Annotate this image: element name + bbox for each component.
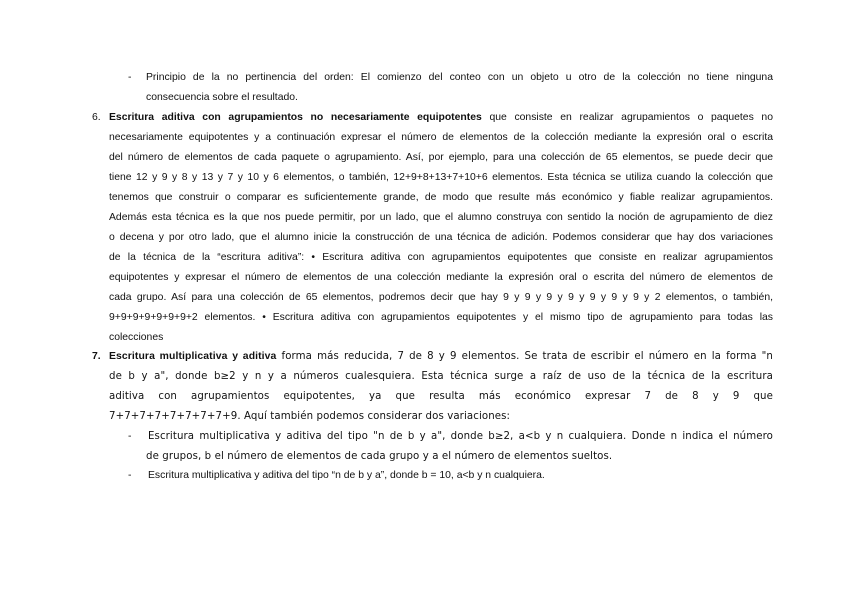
bullet-dash: - bbox=[128, 431, 132, 442]
paragraph-text: que consiste en realizar agrupamientos o paquetes no bbox=[481, 112, 773, 123]
paragraph-line: Escritura multiplicativa y aditiva del tipo “n de b y a”, donde b = 10, a<b y n cualquiera. bbox=[148, 470, 545, 481]
paragraph-line: del número de elementos de cada paquete o agrupamiento. Así, por ejemplo, para una colección de 65 elementos, se puede decir que bbox=[109, 152, 773, 163]
paragraph-line: aditiva con agrupamientos equipotentes, ya que resulta más económico expresar 7 de 8 y 9 que bbox=[109, 391, 773, 402]
paragraph-line: 9+9+9+9+9+9+9+2 elementos. • Escritura aditiva con agrupamientos equipotentes y el mismo tipo de agrupamiento para todas las bbox=[109, 312, 773, 323]
list-item-heading-line bbox=[109, 111, 773, 125]
list-number: 6. bbox=[92, 112, 101, 123]
paragraph-line: o decena y por otro lado, que el alumno inicie la construcción de una técnica de adición. Podemos considerar que hay dos variaciones bbox=[109, 232, 773, 243]
list-number: 7. bbox=[92, 351, 101, 362]
paragraph-line: de grupos, b el número de elementos de cada grupo y a el número de elementos sueltos. bbox=[146, 451, 613, 462]
paragraph-line: de la técnica de la “escritura aditiva”: • Escritura aditiva con agrupamientos equipotentes que consiste en realizar agrupamientos bbox=[109, 252, 773, 263]
paragraph-line: cada grupo. Así para una colección de 65 elementos, podremos decir que hay 9 y 9 y 9 y 9 y 9 y 9 y 9 y 2 elementos, o también, bbox=[109, 292, 773, 303]
paragraph-line: tiene 12 y 9 y 8 y 13 y 7 y 10 y 6 elementos, o también, 12+9+8+13+7+10+6 elementos. Esta técnica se utiliza cuando la colección que bbox=[109, 172, 773, 183]
paragraph-line: colecciones bbox=[109, 332, 164, 343]
paragraph-line: Además esta técnica es la que nos puede permitir, por un lado, que el alumno construya con sentido la noción de agrupamiento de diez bbox=[109, 212, 773, 223]
bullet-dash: - bbox=[128, 72, 132, 83]
paragraph-line: tenemos que construir o comparar es suficientemente grande, de modo que resulte más económico y fiable realizar agrupamientos. bbox=[109, 192, 773, 203]
paragraph-line: necesariamente equipotentes y a continuación expresar el número de elementos de la colección mediante la expresión oral o escrita bbox=[109, 132, 773, 143]
paragraph-line: consecuencia sobre el resultado. bbox=[146, 92, 298, 103]
paragraph-line: Escritura multiplicativa y aditiva del tipo "n de b y a", donde b≥2, a<b y n cualquiera. Donde n indica el número bbox=[148, 431, 773, 442]
list-item-heading-line bbox=[109, 350, 773, 364]
paragraph-line: Principio de la no pertinencia del orden: El comienzo del conteo con un objeto u otro de la colección no tiene ninguna bbox=[146, 72, 773, 83]
paragraph-line: equipotentes y expresar el número de elementos de una colección mediante la expresión oral o escrita del número de elementos de bbox=[109, 272, 773, 283]
bullet-dash: - bbox=[128, 470, 132, 481]
list-item-title: Escritura aditiva con agrupamientos no necesariamente equipotentes bbox=[109, 112, 482, 123]
paragraph-line: de b y a", donde b≥2 y n y a números cualesquiera. Esta técnica surge a raíz de uso de la técnica de la escritura bbox=[109, 371, 773, 382]
paragraph-line: 7+7+7+7+7+7+7+7+9. Aquí también podemos considerar dos variaciones: bbox=[109, 411, 511, 422]
paragraph-text: forma más reducida, 7 de 8 y 9 elementos. Se trata de escribir el número en la forma "n bbox=[276, 351, 773, 362]
list-item-title: Escritura multiplicativa y aditiva bbox=[109, 351, 277, 362]
